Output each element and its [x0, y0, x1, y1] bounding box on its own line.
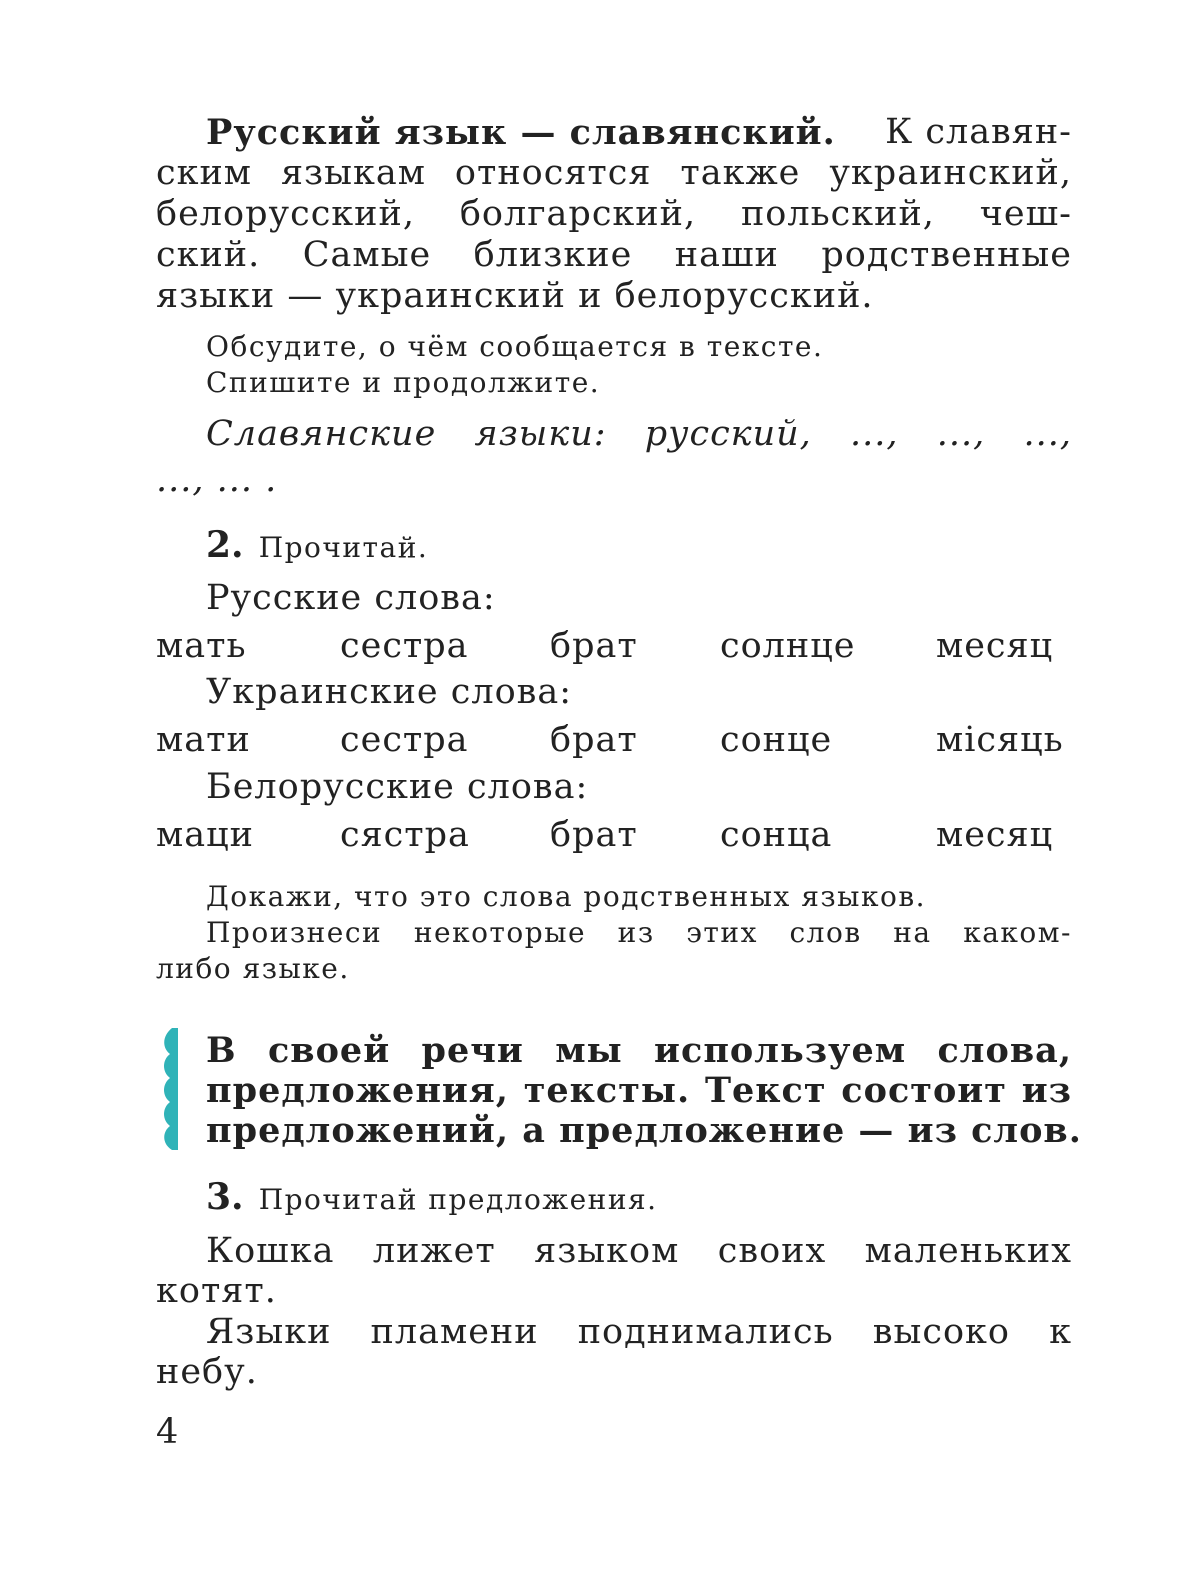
rule-line-2: предложения, тексты. Текст состоит из	[206, 1070, 1072, 1111]
intro-line-1-rest: К славян-	[885, 112, 1072, 152]
ex2-task-line-2: Произнеси некоторые из этих слов на каком-	[206, 916, 1072, 949]
intro-line-5: языки — украинский и белорусский.	[156, 276, 874, 316]
word-row-russian	[0, 626, 1200, 670]
rule-marker-wave	[154, 1028, 178, 1150]
word-item: сестра	[340, 626, 469, 666]
ex3-number: 3.	[206, 1176, 244, 1218]
word-item: сонце	[720, 720, 833, 760]
task1-example-line-2: ..., ... .	[156, 460, 278, 500]
ex2-number: 2.	[206, 524, 244, 566]
word-row-ukrainian	[0, 720, 1200, 764]
word-item: мать	[156, 626, 247, 666]
word-item: маци	[156, 815, 254, 855]
ex3-header	[206, 1176, 658, 1218]
word-item: брат	[550, 720, 638, 760]
ex2-header	[206, 524, 428, 566]
ex2-task-line-3: либо языке.	[156, 952, 350, 985]
intro-line-1	[206, 112, 1072, 153]
ex2-instruction: Прочитай.	[258, 531, 429, 564]
task1-example-line-1: Славянские языки: русский, ..., ..., ...,	[206, 414, 1072, 454]
rule-line-3: предложений, а предложение — из слов.	[206, 1110, 1082, 1151]
group-heading-russian: Русские слова:	[206, 578, 496, 618]
word-item: брат	[550, 626, 638, 666]
word-item: месяц	[936, 626, 1054, 666]
task1-line-1: Обсудите, о чём сообщается в тексте.	[206, 330, 824, 363]
intro-line-3: белорусский, болгарский, польский, чеш-	[156, 194, 1072, 234]
ex3-sentence-1-line-2: котят.	[156, 1271, 277, 1311]
intro-bold-statement: Русский язык — славянский.	[206, 112, 836, 153]
word-item: сонца	[720, 815, 833, 855]
ex3-sentence-2-line-1: Языки пламени поднимались высоко к	[206, 1312, 1072, 1352]
word-item: мати	[156, 720, 251, 760]
ex2-task-line-1: Докажи, что это слова родственных языков.	[206, 880, 926, 913]
intro-line-4: ский. Самые близкие наши родственные	[156, 235, 1072, 275]
group-heading-ukrainian: Украинские слова:	[206, 672, 573, 712]
page-number: 4	[156, 1412, 180, 1452]
intro-line-2: ским языкам относятся также украинский,	[156, 153, 1072, 193]
word-item: брат	[550, 815, 638, 855]
rule-line-1: В своей речи мы используем слова,	[206, 1030, 1072, 1071]
ex3-sentence-2-line-2: небу.	[156, 1352, 258, 1392]
word-item: місяць	[936, 720, 1064, 760]
task1-line-2: Спишите и продолжите.	[206, 366, 601, 399]
word-item: солнце	[720, 626, 856, 666]
word-row-belarusian	[0, 815, 1200, 859]
group-heading-belarusian: Белорусские слова:	[206, 767, 589, 807]
word-item: сестра	[340, 720, 469, 760]
word-item: сястра	[340, 815, 470, 855]
ex3-sentence-1-line-1: Кошка лижет языком своих маленьких	[206, 1231, 1072, 1271]
word-item: месяц	[936, 815, 1054, 855]
ex3-instruction: Прочитай предложения.	[258, 1183, 658, 1216]
